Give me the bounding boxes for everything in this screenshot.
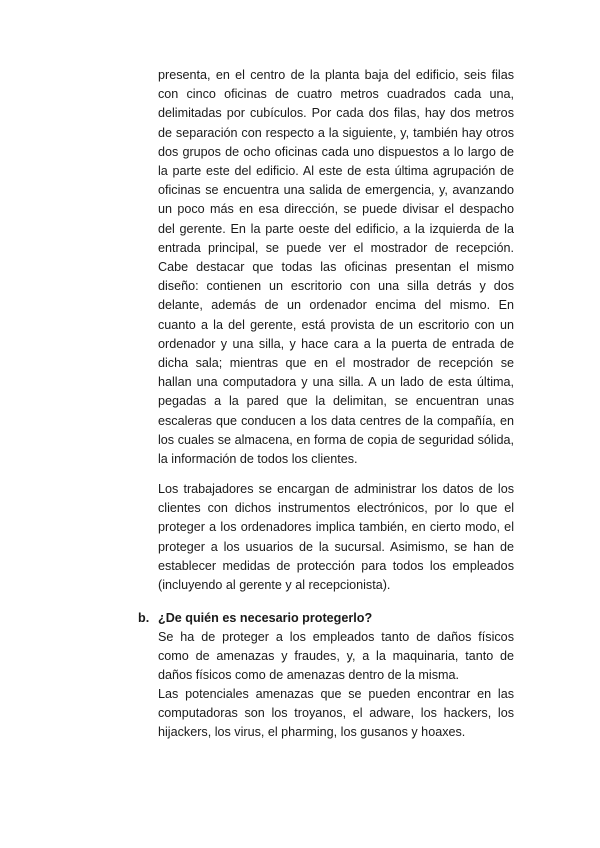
body-paragraph-workers: Los trabajadores se encargan de administrar los datos de los clientes con dichos instrumentos electrónicos, por lo que el proteger a los ordenadores implica también, en cierto modo, el proteger a los usuarios de la sucursal. Asimismo, se han de establecer medidas de protección para todos los empleados (incluyendo al gerente y al recepcionista).: [158, 482, 514, 593]
body-paragraph-office-layout: presenta, en el centro de la planta baja del edificio, seis filas con cinco oficinas de cuatro metros cuadrados cada una, delimitadas por cubículos. Por cada dos filas, hay dos metros de separación con respecto a la siguiente, y, también hay otros dos grupos de ocho oficinas cada uno dispuestos a lo largo de la parte este del edificio. Al este de esta última agrupación de oficinas se encuentra una salida de emergencia, y, avanzando un poco más en esa dirección, se puede divisar el despacho del gerente. En la parte oeste del edificio, a la izquierda de la entrada principal, se puede ver el mostrador de recepción. Cabe destacar que todas las oficinas presentan el mismo diseño: contienen un escritorio con una silla detrás y dos delante, además de un ordenador encima del mismo. En cuanto a la del gerente, está provista de un escritorio con un ordenador y una silla, y hace cara a la puerta de entrada de dicha sala; mientras que en el mostrador de recepción se hallan una computadora y una silla. A un lado de esta última, pegadas a la pared que la delimitan, se encuentran unas escaleras que conducen a los data centres de la compañía, en los cuales se almacena, en forma de copia de seguridad sólida, la información de todos los clientes.: [158, 68, 514, 467]
section-b-title: ¿De quién es necesario protegerlo?: [158, 611, 373, 625]
section-b-marker: b.: [138, 611, 150, 625]
section-b-paragraph-protection: Se ha de proteger a los empleados tanto de daños físicos como de amenazas y fraudes, y, a la maquinaria, tanto de daños físicos como de amenazas dentro de la misma.: [158, 630, 514, 683]
section-b-paragraph-threats: Las potenciales amenazas que se pueden encontrar en las computadoras son los troyanos, el adware, los hackers, los hijackers, los virus, el pharming, los gusanos y hoaxes.: [158, 687, 514, 740]
